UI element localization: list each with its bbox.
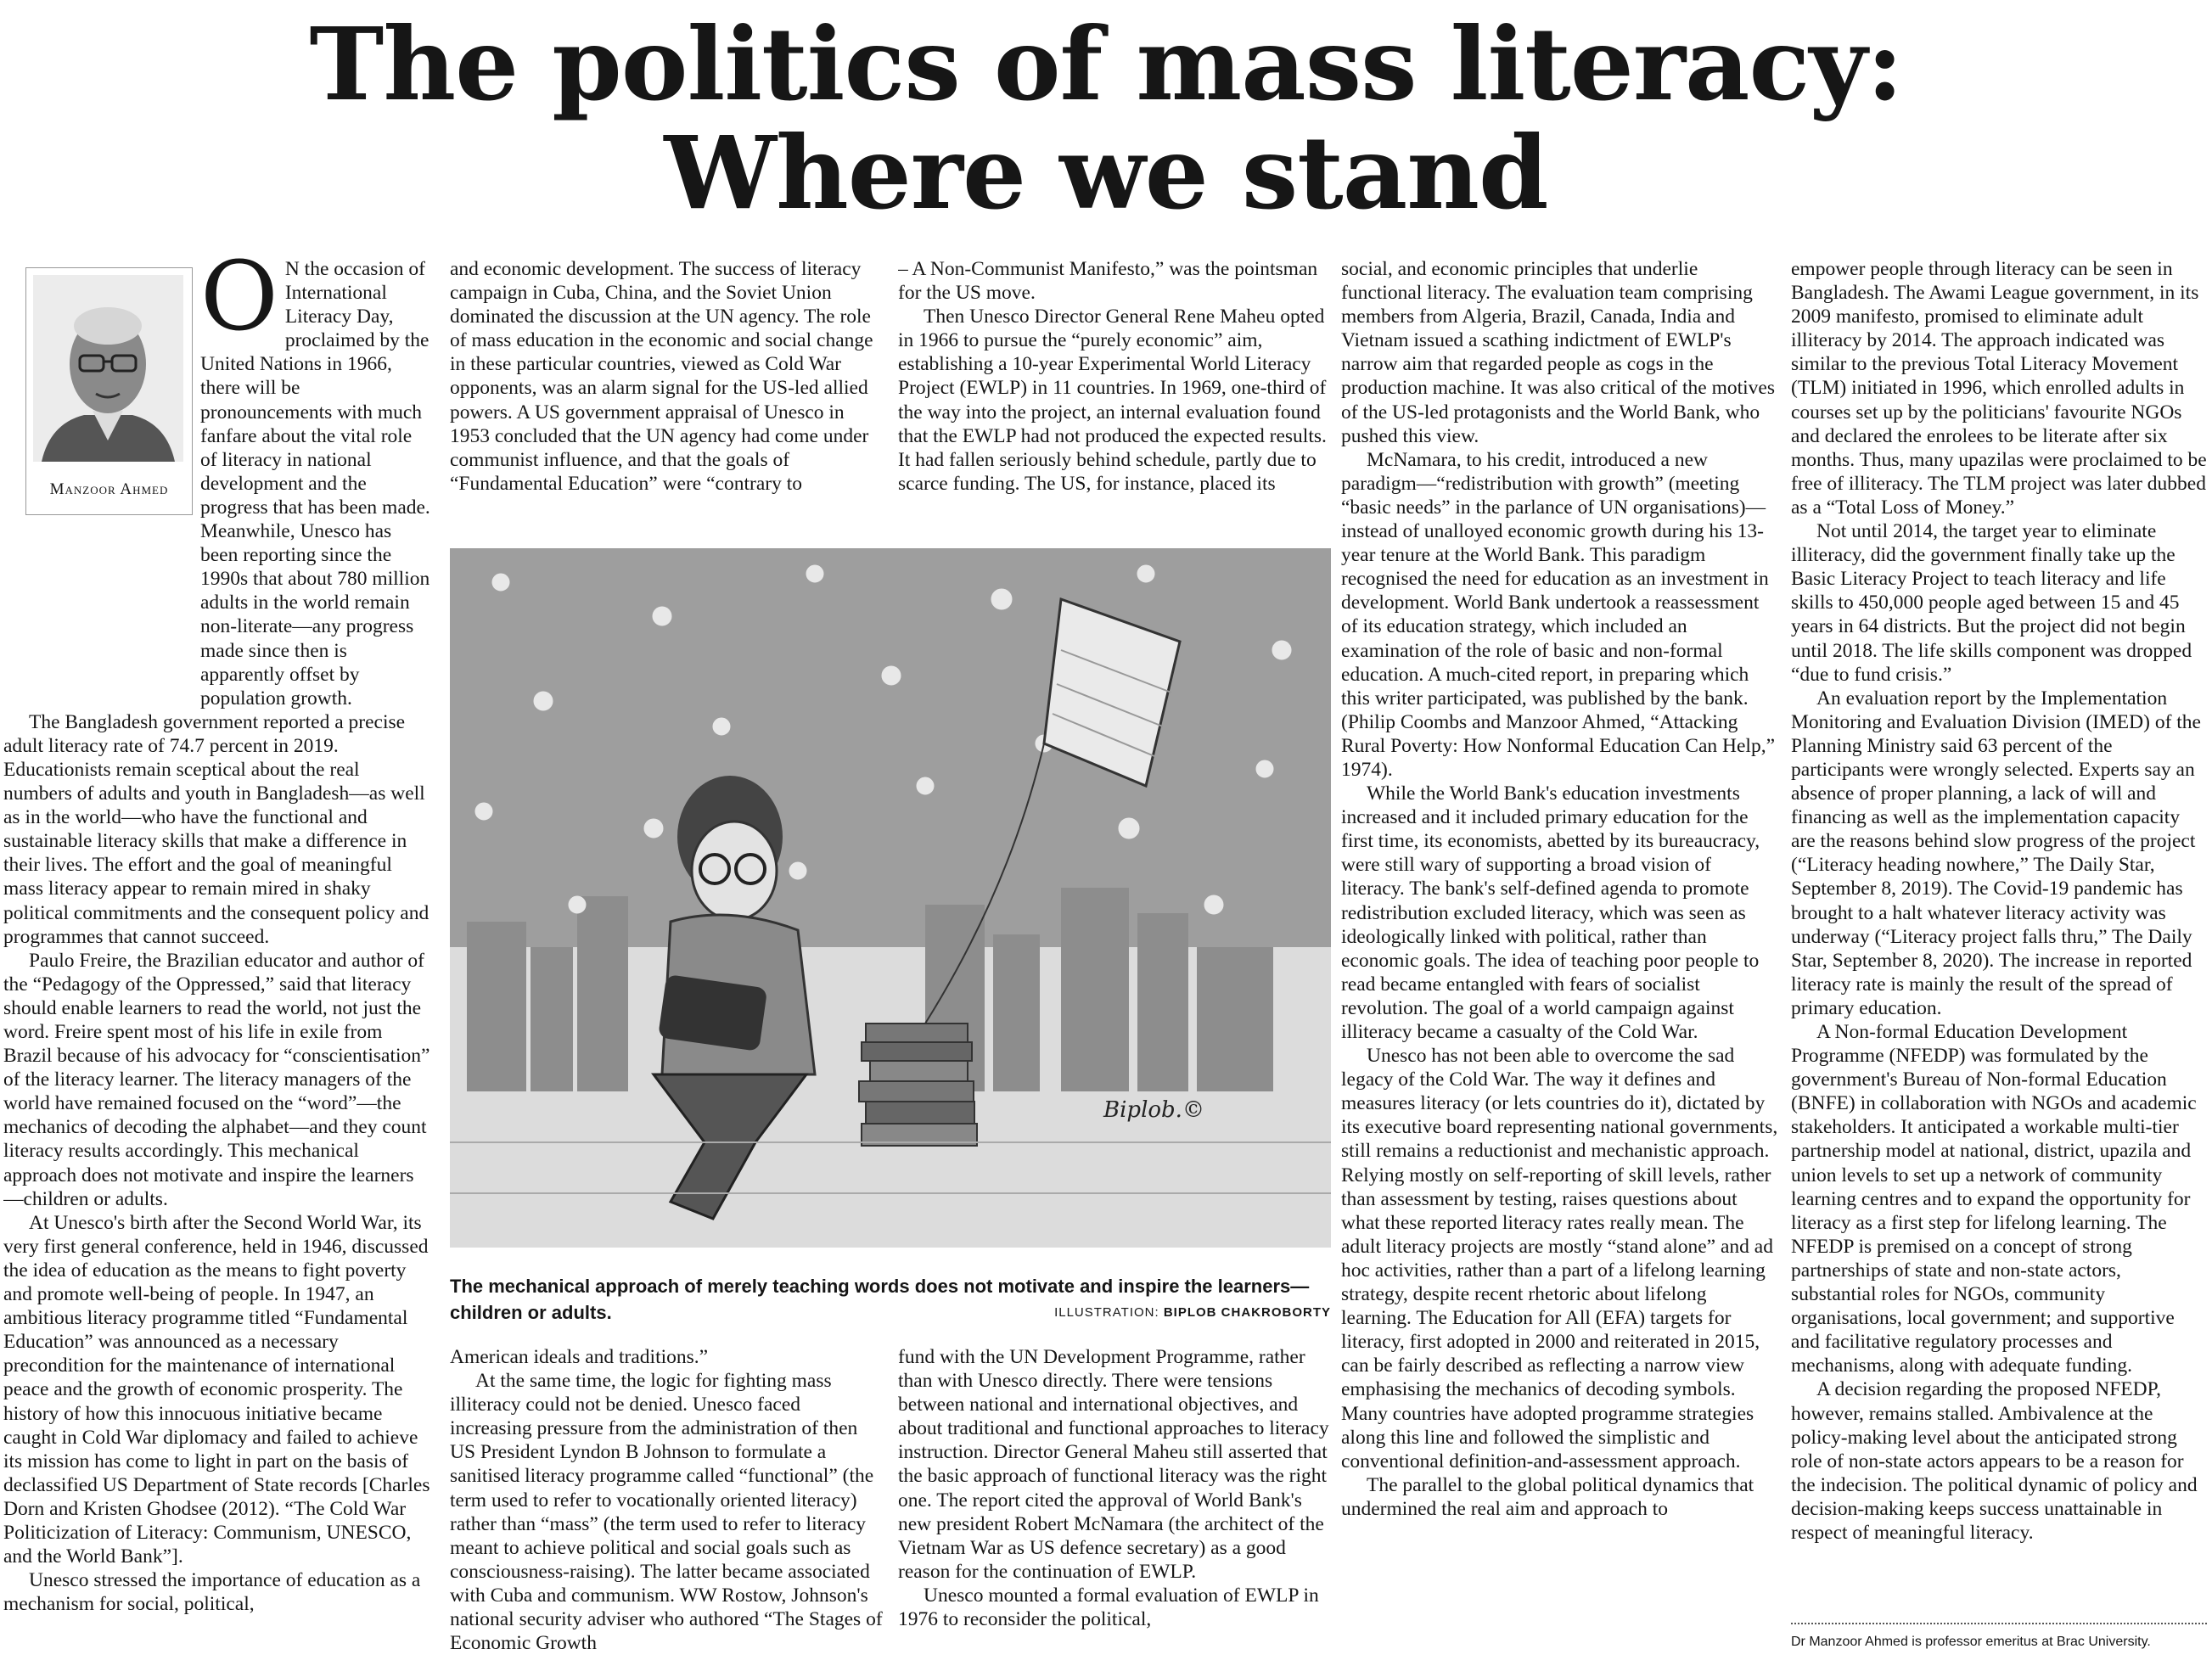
paragraph: American ideals and traditions.” [450, 1346, 709, 1368]
headline-line-1: The politics of mass literacy: [309, 5, 1903, 123]
paragraph: At Unesco's birth after the Second World War, its very first general conference, held in 1946, discussed the idea of education as the means to fight poverty and promote well-being of people. In 1947, an ambitious literacy programme titled “Fundamental Education” was announced as a necessary precondition for the maintenance of international peace and the growth of economic prosperity. The history of how this innocuous initiative became caught in Cold War diplomacy and failed to achieve its mission has come to light in part on the basis of declassified US Department of State records [Charles Dorn and Kristen Ghodsee (2012). “The Cold War Politicization of Literacy: Communism, UNESCO, and the World Bank”]. [3, 1211, 430, 1568]
column-2-top [450, 257, 883, 546]
caption-text: The mechanical approach of merely teaching words does not motivate and inspire the learners—children or adults. [450, 1276, 1310, 1323]
headline-line-2: Where we stand [664, 114, 1548, 232]
drop-cap: O [200, 257, 278, 352]
column-4 [1341, 257, 1778, 1674]
paragraph: fund with the UN Development Programme, rather than with Unesco directly. There were tensions between national and international objectives, and about traditional and functional approaches to literacy instruction. Director General Maheu still asserted that the basic approach of functional literacy was the right one. The report cited the approval of World Bank's new president Robert McNamara (the architect of the Vietnam War as US defence secretary) as a good reason for the continuation of EWLP. [898, 1346, 1329, 1583]
illustration-caption [450, 1273, 1331, 1326]
paragraph: Unesco stressed the importance of education as a mechanism for social, political, [3, 1569, 421, 1616]
paragraph: An evaluation report by the Implementation Monitoring and Evaluation Division (IMED) of the Planning Ministry said 63 percent of the participants were wrongly selected. Experts say an absence of proper planning, a lack of will and financing as well as the implementation capacity are the reasons behind slow progress of the project (“Literacy heading nowhere,” The Daily Star, September 8, 2019). The Covid-19 pandemic has brought to a halt whatever literacy activity was underway (“Literacy project falls thru,” The Daily Star, September 8, 2020). The increase in reported literacy rate is mainly the result of the spread of primary education. [1791, 687, 2201, 1019]
column-2-bottom [450, 1345, 883, 1676]
paragraph: Unesco has not been able to overcome the sad legacy of the Cold War. The way it defines and measures literacy (or lets countries do it), dictated by its executive board representing national governments, still remains a reductionist and mechanistic approach. Relying mostly on self-reporting of skill levels, rather than assessment by testing, raises questions about what these reported literacy rates really mean. The adult literacy projects are mostly “stand alone” and ad hoc activities, rather than a part of a lifelong learning strategy, despite recent rhetoric about lifelong learning. The Education for All (EFA) targets for literacy, first adopted in 2000 and reiterated in 2015, can be fairly described as reflecting a narrow view emphasising the mechanics of decoding symbols. Many countries have adopted programme strategies along this line and followed the simplistic and conventional definition-and-assessment approach. [1341, 1045, 1778, 1472]
lead-text: N the occasion of International Literacy Day, proclaimed by the United Nations in 1966, there will be pronouncements with much fanfare about the vital role of literacy in national development and the progress that has been made. Meanwhile, Unesco has been reporting since the 1990s that about 780 million adults in the world remain non-literate—any progress made since then is apparently offset by population growth. [200, 258, 430, 710]
column-5 [1791, 257, 2207, 1615]
headline [0, 5, 2212, 232]
illustration [450, 548, 1331, 1248]
paragraph: Paulo Freire, the Brazilian educator and author of the “Pedagogy of the Oppressed,” said that literacy should enable learners to read the world, not just the word. Freire spent most of his life in exile from Brazil because of his advocacy for “conscientisation” of the literacy learner. The literacy managers of the world have remained focused on the “word”—the mechanics of decoding the alphabet—and they count literacy results accordingly. This mechanical approach does not motivate and inspire the learners—children or adults. [3, 949, 430, 1210]
paragraph: – A Non-Communist Manifesto,” was the pointsman for the US move. [898, 258, 1318, 305]
column-1 [3, 257, 433, 1674]
illustration-signature: Biplob.© [1103, 1097, 1204, 1123]
credit-label: ILLUSTRATION: [1054, 1305, 1159, 1320]
paragraph: and economic development. The success of literacy campaign in Cuba, China, and the Soviet Union dominated the discussion at the UN agency. The role of mass education in the economic and social change in these particular countries, viewed as Cold War opponents, was an alarm signal for the US-led allied powers. A US government appraisal of Unesco in 1953 concluded that the UN agency had come under communist influence, and that the goals of “Fundamental Education” were “contrary to [450, 258, 873, 495]
paragraph: The parallel to the global political dynamics that undermined the real aim and approach to [1341, 1473, 1754, 1520]
author-name: Manzoor Ahmed [49, 480, 169, 498]
paragraph: social, and economic principles that underlie functional literacy. The evaluation team comprising members from Algeria, Brazil, Canada, India and Vietnam issued a scathing indictment of EWLP's narrow aim that regarded people as cogs in the production machine. It was also critical of the motives of the US-led protagonists and the World Bank, who pushed this view. [1341, 258, 1775, 447]
paragraph: While the World Bank's education investments increased and it included primary education for the first time, its economists, abetted by its bureaucracy, were still wary of supporting a broad vision of literacy. The bank's self-defined agenda to promote redistribution excluded literacy, which was seen as ideologically linked with political, rather than economic goals. The idea of teaching poor people to read became entangled with fears of socialist revolution. The goal of a world campaign against illiteracy became a casualty of the Cold War. [1341, 782, 1760, 1043]
credit-name: BIPLOB CHAKROBORTY [1163, 1305, 1331, 1320]
illustration-credit [1054, 1299, 1331, 1326]
paragraph: Then Unesco Director General Rene Maheu opted in 1966 to pursue the “purely economic” aim, establishing a 10-year Experimental World Literacy Project (EWLP) in 11 countries. In 1969, one-third of the way into the project, an internal evaluation found that the EWLP had not produced the expected results. It had fallen seriously behind schedule, partly due to scarce funding. The US, for instance, placed its [898, 306, 1327, 495]
author-footnote: Dr Manzoor Ahmed is professor emeritus at Brac University. [1791, 1635, 2151, 1649]
paragraph: Unesco mounted a formal evaluation of EWLP in 1976 to reconsider the political, [898, 1584, 1319, 1631]
paragraph: McNamara, to his credit, introduced a new paradigm—“redistribution with growth” (meeting “basic needs” in the parlance of UN organisations)—instead of unalloyed economic growth during his 13-year tenure at the World Bank. This paradigm recognised the need for education as an investment in development. World Bank undertook a reassessment of its education strategy, which included an examination of the role of basic and non-formal education. A much-cited report, in preparing which this writer participated, was published by the bank. (Philip Coombs and Manzoor Ahmed, “Attacking Rural Poverty: How Nonformal Education Can Help,” 1974). [1341, 448, 1776, 781]
paragraph: The Bangladesh government reported a precise adult literacy rate of 74.7 percent in 2019. Educationists remain sceptical about the real numbers of adults and youth in Bangladesh—as well as in the world—who have the functional and sustainable literacy skills that make a difference in their lives. The effort and the goal of meaningful mass literacy appear to remain mired in shaky political commitments and the consequent policy and programmes that cannot succeed. [3, 710, 429, 948]
column-3-bottom [898, 1345, 1331, 1676]
lead-paragraph [3, 257, 433, 710]
paragraph: A decision regarding the proposed NFEDP, however, remains stalled. Ambivalence at the policy-making level about the anticipated strong role of non-state actors appears to be a reason for the indecision. The political dynamic of policy and decision-making keeps success unattainable in respect of meaningful literacy. [1791, 1378, 2198, 1544]
paragraph: empower people through literacy can be seen in Bangladesh. The Awami League government, in its 2009 manifesto, promised to eliminate adult illiteracy by 2014. The approach indicated was similar to the previous Total Literacy Movement (TLM) initiated in 1996, which enrolled adults in courses set up by the politicians' favourite NGOs and declared the enrolees to be literate after six months. Thus, many upazilas were proclaimed to be free of illiteracy. The TLM project was later dubbed as a “Total Loss of Money.” [1791, 258, 2207, 519]
paragraph: A Non-formal Education Development Programme (NFEDP) was formulated by the government's Bureau of Non-formal Education (BNFE) in collaboration with NGOs and academic stakeholders. It anticipated a workable multi-tier partnership model at national, district, upazila and union levels to set up a network of community learning centres and to expand the opportunity for literacy as a first step for lifelong learning. The NFEDP is premised on a concept of strong partnerships of state and non-state actors, substantial roles for NGOs, community organisations, local government; and supportive and facilitative regulatory processes and mechanisms, along with adequate funding. [1791, 1021, 2197, 1377]
footnote-divider [1791, 1623, 2207, 1624]
paragraph: At the same time, the logic for fighting mass illiteracy could not be denied. Unesco faced increasing pressure from the administration of then US President Lyndon B Johnson to formulate a sanitised literacy programme called “functional” (the term used to refer to vocationally oriented literacy) rather than “mass” (the term used to refer to literacy meant to achieve political and social goals such as consciousness-raising). The latter became associated with Cuba and communism. WW Rostow, Johnson's national security adviser who authored “The Stages of Economic Growth [450, 1370, 883, 1655]
column-3-top [898, 257, 1331, 546]
paragraph: Not until 2014, the target year to eliminate illiteracy, did the government finally take up the Basic Literacy Project to teach literacy and life skills to 450,000 people aged between 15 and 45 years in 64 districts. But the project did not begin until 2018. The life skills component was dropped “due to fund crisis.” [1791, 520, 2192, 686]
